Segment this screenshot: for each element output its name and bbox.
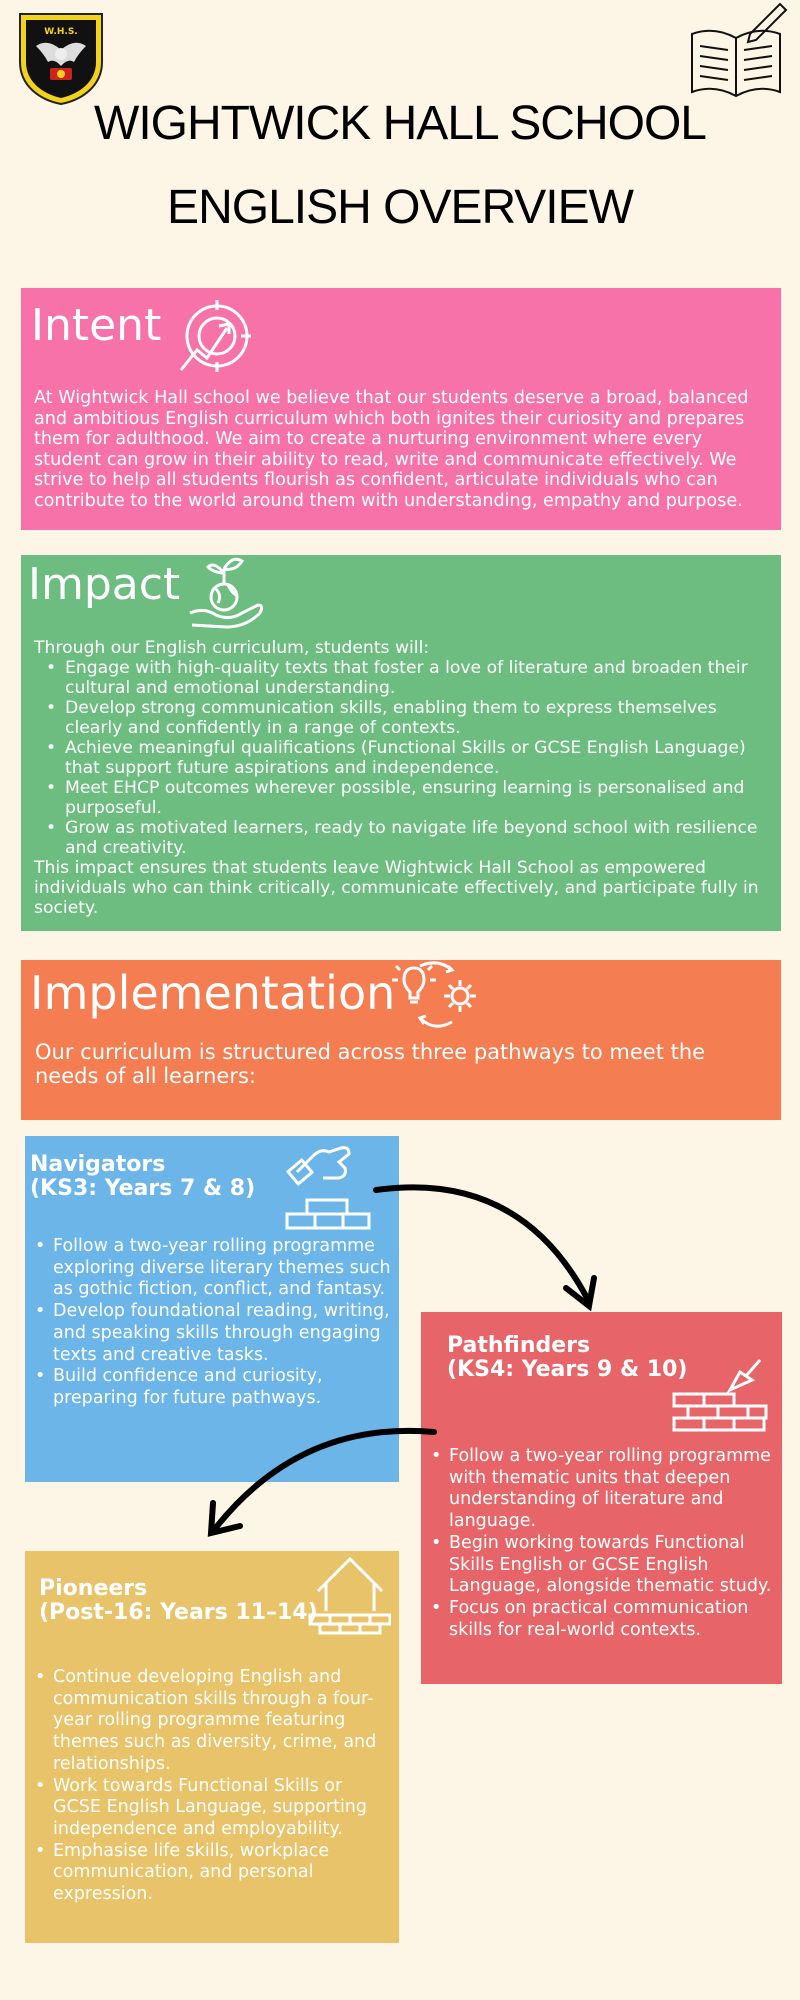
navigators-item: • Build confidence and curiosity, preparing for future pathways. <box>31 1366 391 1409</box>
school-crest-icon <box>16 10 106 106</box>
impact-item: • Engage with high-quality texts that foster a love of literature and broaden their cultural and emotional understanding. <box>34 658 774 698</box>
lightbulb-gear-cycle-icon <box>386 960 486 1032</box>
house-foundation-icon <box>308 1551 391 1637</box>
impact-intro: Through our English curriculum, students will: <box>34 638 430 658</box>
implementation-heading: Implementation <box>30 966 396 1020</box>
pioneers-title: Pioneers (Post-16: Years 11–14) <box>39 1576 318 1625</box>
crest-text: W.H.S. <box>44 27 78 37</box>
implementation-panel <box>21 960 781 1120</box>
impact-panel <box>21 555 781 931</box>
intent-body: At Wightwick Hall school we believe that our students deserve a broad, balanced and ambitious English curriculum which both ignites their curiosity and prepares them for adulthood. We aim to create a nurturing environment where every student can grow in their ability to read, write and communicate effectively. We strive to help all students flourish as confident, articulate individuals who can contribute to the world around them with understanding, empathy and purpose. <box>34 388 749 511</box>
pioneers-card <box>25 1551 399 1943</box>
impact-outro: This impact ensures that students leave Wightwick Hall School as empowered individuals who can think critically, communicate effectively, and participate fully in society. <box>34 858 759 918</box>
pathfinders-item: • Focus on practical communication skills for real-world contexts. <box>427 1598 777 1641</box>
target-arrow-icon <box>175 298 255 378</box>
navigators-card <box>25 1136 399 1482</box>
pathfinders-item: • Begin working towards Functional Skills English or GCSE English Language, alongside thematic study. <box>427 1533 777 1598</box>
impact-list <box>34 658 774 858</box>
pathfinders-title: Pathfinders (KS4: Years 9 & 10) <box>447 1333 688 1382</box>
pathfinders-item: • Follow a two-year rolling programme with thematic units that deepen understanding of literature and language. <box>427 1446 777 1533</box>
pathfinders-list <box>427 1446 777 1641</box>
brick-wall-trowel-icon <box>670 1358 770 1438</box>
hand-building-blocks-icon <box>263 1142 373 1232</box>
navigators-list <box>31 1236 391 1410</box>
pioneers-item: • Work towards Functional Skills or GCSE English Language, supporting independence and employability. <box>31 1776 393 1841</box>
navigators-title: Navigators (KS3: Years 7 & 8) <box>30 1152 256 1201</box>
open-book-pen-icon <box>686 0 788 100</box>
impact-item: • Grow as motivated learners, ready to navigate life beyond school with resilience and creativity. <box>34 818 774 858</box>
intent-heading: Intent <box>31 300 162 351</box>
hand-globe-plant-icon <box>186 555 266 631</box>
arrow-pathfinders-to-pioneers-head <box>211 1503 240 1533</box>
pioneers-item: • Emphasise life skills, workplace communication, and personal expression. <box>31 1841 393 1906</box>
arrow-navigators-to-pathfinders-head <box>566 1278 594 1306</box>
impact-item: • Achieve meaningful qualifications (Functional Skills or GCSE English Language) that support future aspirations and independence. <box>34 738 774 778</box>
impact-item: • Develop strong communication skills, enabling them to express themselves clearly and confidently in a range of contexts. <box>34 698 774 738</box>
impact-item: • Meet EHCP outcomes wherever possible, ensuring learning is personalised and purposeful. <box>34 778 774 818</box>
implementation-body: Our curriculum is structured across three pathways to meet the needs of all learners: <box>35 1040 706 1088</box>
navigators-item: • Develop foundational reading, writing, and speaking skills through engaging texts and creative tasks. <box>31 1301 391 1366</box>
pathfinders-card <box>421 1312 782 1684</box>
page-title: ENGLISH OVERVIEW <box>167 181 633 234</box>
pioneers-list <box>31 1667 393 1906</box>
school-title: WIGHTWICK HALL SCHOOL <box>94 97 706 150</box>
impact-heading: Impact <box>28 559 181 610</box>
pioneers-item: • Continue developing English and communication skills through a four-year rolling programme featuring themes such as diversity, crime, and relationships. <box>31 1667 393 1776</box>
intent-panel <box>21 288 781 530</box>
arrow-navigators-to-pathfinders <box>376 1187 588 1300</box>
navigators-item: • Follow a two-year rolling programme exploring diverse literary themes such as gothic fiction, conflict, and fantasy. <box>31 1236 391 1301</box>
